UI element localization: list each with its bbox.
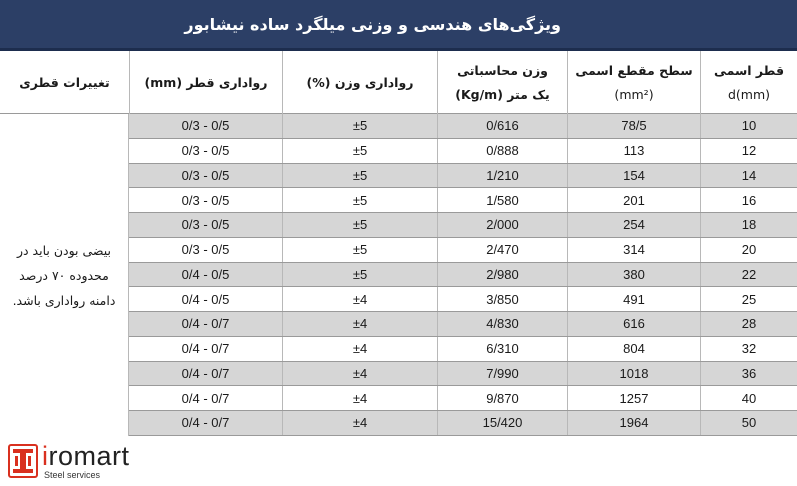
cell-weight-per-meter: 1/580 — [437, 188, 567, 212]
cell-cross-section: 491 — [567, 287, 700, 311]
cell-weight-per-meter: 0/616 — [437, 114, 567, 138]
cell-weight-per-meter: 2/470 — [437, 238, 567, 262]
data-columns — [129, 114, 797, 436]
header-weight-per-meter — [437, 51, 567, 114]
table-row — [129, 312, 797, 337]
table-row — [129, 411, 797, 436]
cell-cross-section: 1018 — [567, 362, 700, 386]
cell-cross-section: 113 — [567, 139, 700, 163]
cell-cross-section: 154 — [567, 164, 700, 188]
table-row — [129, 213, 797, 238]
cell-weight-tolerance: ±4 — [282, 287, 437, 311]
cell-diameter-tolerance: 0/4 - 0/7 — [181, 415, 230, 431]
table-row — [129, 263, 797, 288]
table-row — [129, 188, 797, 213]
cell-nominal-diameter: 22 — [700, 263, 797, 287]
cell-weight-per-meter: 15/420 — [437, 411, 567, 435]
cell-diameter-tolerance: 0/4 - 0/7 — [181, 316, 230, 332]
cell-weight-tolerance: ±4 — [282, 386, 437, 410]
iromart-logo — [8, 442, 130, 480]
cell-weight-per-meter: 7/990 — [437, 362, 567, 386]
cell-cross-section: 1964 — [567, 411, 700, 435]
cell-weight-tolerance: ±4 — [282, 411, 437, 435]
table-row — [129, 139, 797, 164]
cell-diameter-tolerance: 0/3 - 0/5 — [181, 143, 230, 159]
header-text: d(mm) — [727, 86, 771, 102]
cell-weight-per-meter: 4/830 — [437, 312, 567, 336]
cell-weight-tolerance: ±5 — [282, 188, 437, 212]
cell-weight-tolerance: ±4 — [282, 337, 437, 361]
cell-weight-tolerance: ±5 — [282, 114, 437, 138]
cell-cross-section: 616 — [567, 312, 700, 336]
cell-nominal-diameter: 20 — [700, 238, 797, 262]
header-text: سطح مقطع اسمی — [575, 62, 693, 78]
cell-diameter-tolerance: 0/4 - 0/5 — [181, 266, 230, 282]
iromart-logo-icon — [8, 444, 38, 478]
cell-cross-section: 314 — [567, 238, 700, 262]
cell-weight-per-meter: 1/210 — [437, 164, 567, 188]
table-row — [129, 287, 797, 312]
logo-wordmark — [42, 440, 130, 471]
cell-nominal-diameter: 16 — [700, 188, 797, 212]
cell-weight-tolerance: ±5 — [282, 213, 437, 237]
header-text: (mm²) — [614, 86, 654, 102]
cell-weight-per-meter: 3/850 — [437, 287, 567, 311]
header-diameter-changes — [0, 51, 129, 114]
cell-diameter-tolerance: 0/3 - 0/5 — [181, 118, 230, 134]
table-body — [0, 114, 797, 436]
cell-weight-tolerance: ±4 — [282, 312, 437, 336]
cell-weight-tolerance: ±5 — [282, 164, 437, 188]
cell-diameter-tolerance: 0/4 - 0/5 — [181, 291, 230, 307]
logo-wordmark-rest: romart — [48, 440, 130, 471]
table-row — [129, 362, 797, 387]
cell-cross-section: 380 — [567, 263, 700, 287]
cell-weight-per-meter: 6/310 — [437, 337, 567, 361]
cell-nominal-diameter: 18 — [700, 213, 797, 237]
table-row — [129, 114, 797, 139]
cell-weight-per-meter: 9/870 — [437, 386, 567, 410]
header-text: رواداری وزن (%) — [306, 74, 414, 90]
cell-cross-section: 201 — [567, 188, 700, 212]
cell-nominal-diameter: 40 — [700, 386, 797, 410]
cell-nominal-diameter: 36 — [700, 362, 797, 386]
table-title-bar — [0, 0, 797, 51]
logo-text — [42, 440, 130, 480]
cell-cross-section: 78/5 — [567, 114, 700, 138]
cell-diameter-tolerance: 0/4 - 0/7 — [181, 390, 230, 406]
header-cross-section — [567, 51, 700, 114]
cell-weight-per-meter: 2/980 — [437, 263, 567, 287]
cell-nominal-diameter: 12 — [700, 139, 797, 163]
cell-cross-section: 1257 — [567, 386, 700, 410]
header-diameter-tolerance — [129, 51, 282, 114]
table-row — [129, 164, 797, 189]
header-text: وزن محاسباتی — [457, 62, 548, 78]
logo-subtitle: Steel services — [44, 469, 101, 480]
cell-weight-per-meter: 0/888 — [437, 139, 567, 163]
cell-weight-tolerance: ±4 — [282, 362, 437, 386]
header-weight-tolerance — [282, 51, 437, 114]
cell-diameter-tolerance: 0/3 - 0/5 — [181, 192, 230, 208]
cell-weight-tolerance: ±5 — [282, 139, 437, 163]
table-row — [129, 386, 797, 411]
cell-nominal-diameter: 32 — [700, 337, 797, 361]
cell-cross-section: 804 — [567, 337, 700, 361]
cell-weight-tolerance: ±5 — [282, 238, 437, 262]
cell-nominal-diameter: 25 — [700, 287, 797, 311]
cell-nominal-diameter: 28 — [700, 312, 797, 336]
cell-diameter-tolerance: 0/4 - 0/7 — [181, 365, 230, 381]
logo-wordmark-accent: i — [42, 440, 49, 471]
cell-diameter-tolerance: 0/4 - 0/7 — [181, 341, 230, 357]
cell-diameter-tolerance: 0/3 - 0/5 — [181, 217, 230, 233]
cell-weight-per-meter: 2/000 — [437, 213, 567, 237]
cell-nominal-diameter: 14 — [700, 164, 797, 188]
table-row — [129, 238, 797, 263]
cell-nominal-diameter: 50 — [700, 411, 797, 435]
table-title: ویژگی‌های هندسی و وزنی میلگرد ساده نیشابور — [184, 14, 561, 34]
cell-diameter-tolerance: 0/3 - 0/5 — [181, 167, 230, 183]
header-text: تغییرات قطری — [19, 74, 110, 90]
ovality-note: بیضی بودن باید در محدوده ۷۰ درصد دامنه رواداری باشد. — [12, 242, 116, 308]
cell-cross-section: 254 — [567, 213, 700, 237]
table-header — [0, 51, 797, 114]
header-nominal-diameter — [700, 51, 797, 114]
header-text: یک متر (Kg/m) — [455, 86, 550, 102]
diameter-changes-note-cell — [0, 114, 129, 436]
cell-weight-tolerance: ±5 — [282, 263, 437, 287]
header-text: قطر اسمی — [713, 62, 785, 78]
cell-diameter-tolerance: 0/3 - 0/5 — [181, 242, 230, 258]
header-text: رواداری قطر (mm) — [144, 74, 268, 90]
table-row — [129, 337, 797, 362]
cell-nominal-diameter: 10 — [700, 114, 797, 138]
